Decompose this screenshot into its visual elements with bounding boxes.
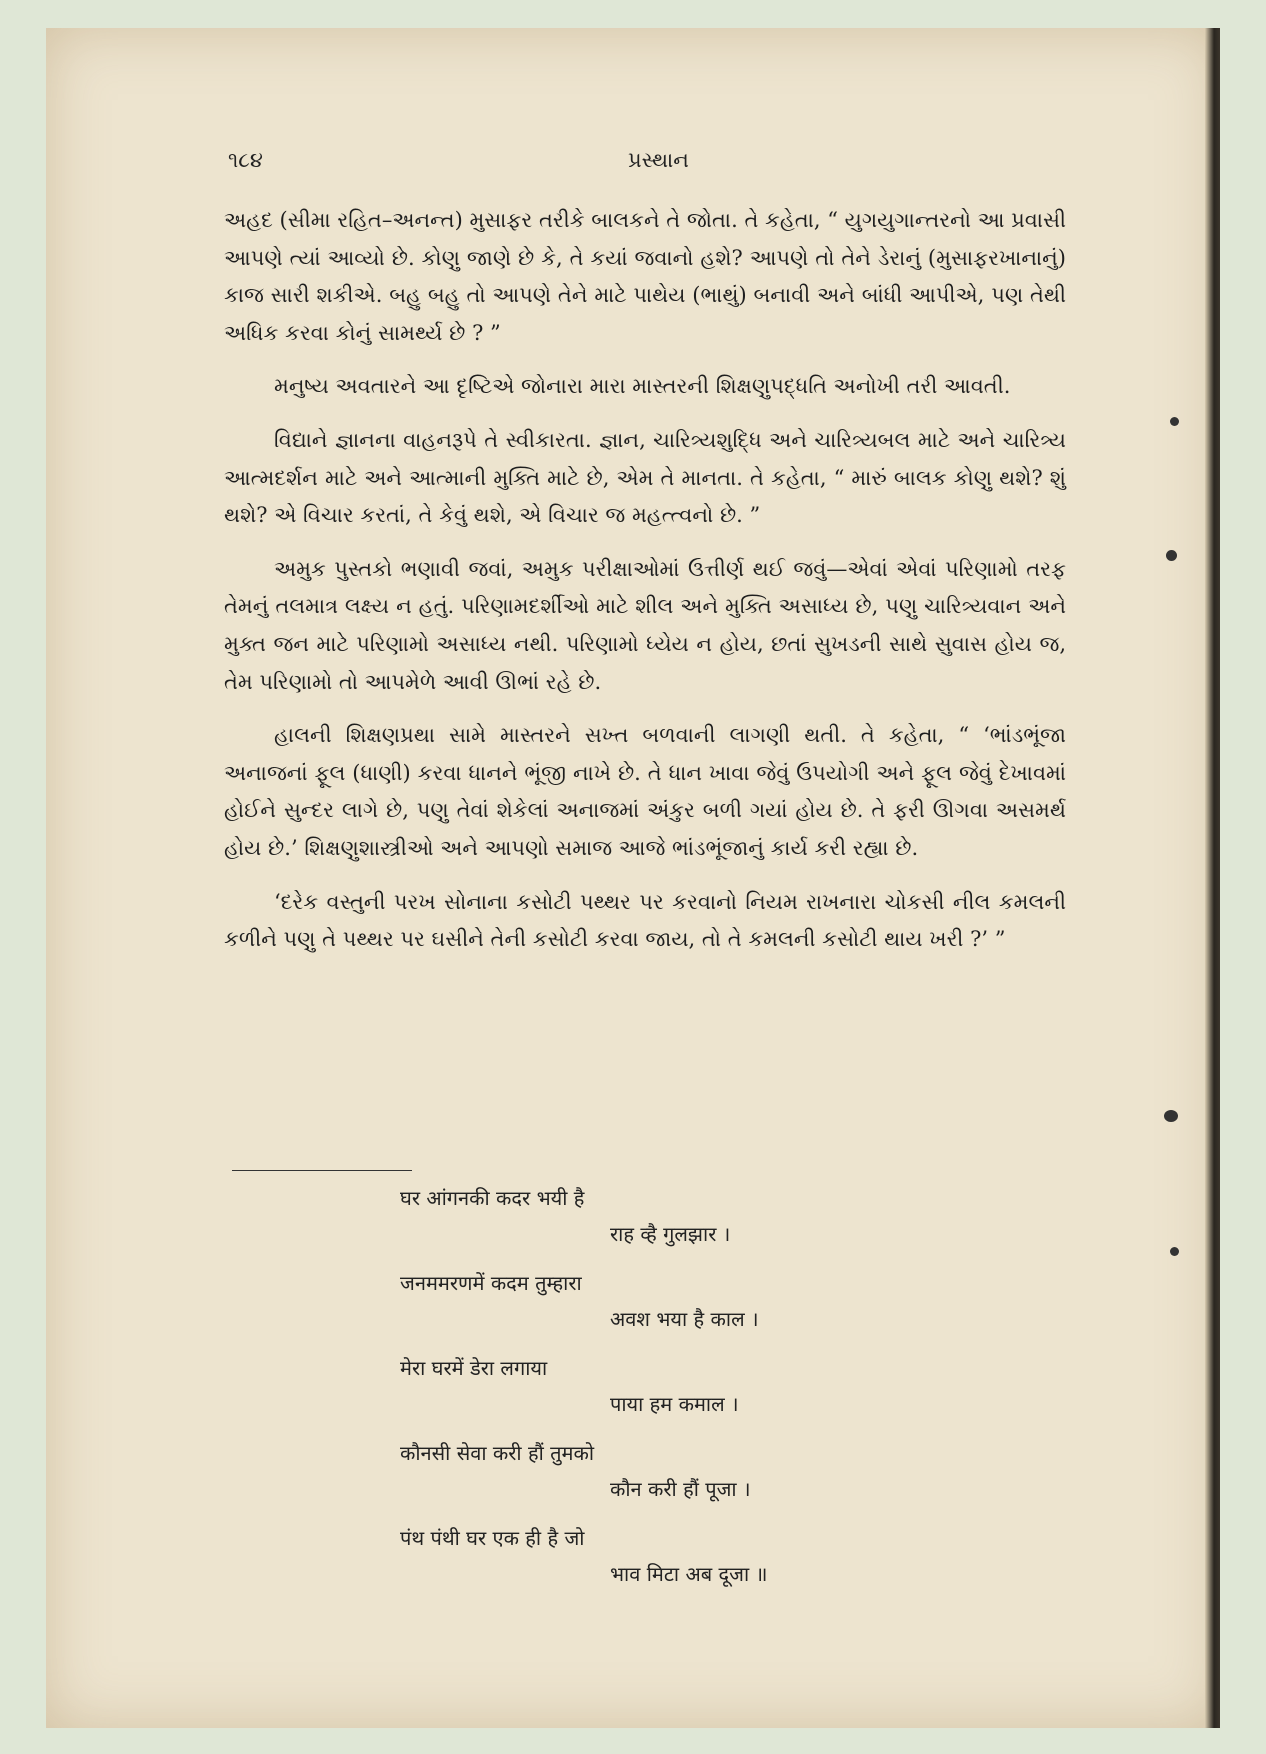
poem-block bbox=[400, 1180, 840, 1605]
paragraph: વિદ્યાને જ્ઞાનના વાહનરૂપે તે સ્વીકારતા. જ્ઞાન, ચારિત્ર્યશુદ્ધિ અને ચારિત્ર્યબલ માટે અને ચારિત્ર્ય આત્મદર્શન માટે અને આત્માની મુક્તિ માટે છે, એમ તે માનતા. તે કહેતા, “ મારું બાલક કોણુ થશે? શું થશે? એ વિચાર કરતાં, તે કેવું થશે, એ વિચાર જ મહત્ત્વનો છે. ” bbox=[224, 427, 1066, 528]
poem-line: मेरा घरमें डेरा लगाया bbox=[400, 1356, 548, 1380]
poem-line: पाया हम कमाल । bbox=[610, 1392, 739, 1416]
page-number: ૧૮૪ bbox=[228, 148, 263, 172]
poem-line: कौन करी हौं पूजा । bbox=[610, 1477, 751, 1501]
poem-line: राह व्है गुलझार । bbox=[610, 1222, 731, 1246]
page-binding-edge bbox=[1205, 28, 1220, 1728]
poem-stanza bbox=[400, 1520, 840, 1592]
paragraph: અમુક પુસ્તકો ભણાવી જવાં, અમુક પરીક્ષાઓમાં ઉત્તીર્ણ થઈ જવું—એવાં એવાં પરિણામો તરફ તેમનું તલમાત્ર લક્ષ્ય ન હતું. પરિણામદર્શીઓ માટે શીલ અને મુક્તિ અસાધ્ય છે, પણુ ચારિત્ર્યવાન અને મુક્ત જન માટે પરિણામો અસાધ્ય નથી. પરિણામો ધ્યેય ન હોય, છતાં સુખડની સાથે સુવાસ હોય જ, તેમ પરિણામો તો આપમેળે આવી ઊભાં રહે છે. bbox=[224, 556, 1066, 694]
poem-stanza bbox=[400, 1350, 840, 1422]
page-body bbox=[224, 202, 1066, 975]
paragraph: ‘દરેક વસ્તુની પરખ સોનાના કસોટી પથ્થર પર કરવાનો નિયમ રાખનારા ચોકસી નીલ કમલની કળીને પણુ તે પથ્થર પર ઘસીને તેની કસોટી કરવા જાય, તો તે કમલની કસોટી થાય ખરી ?’ ” bbox=[224, 889, 1066, 952]
poem-line: घर आंगनकी कदर भयी है bbox=[400, 1186, 585, 1210]
paragraph: હાલની શિક્ષણપ્રથા સામે માસ્તરને સખ્ત બળવાની લાગણી થતી. તે કહેતા, “ ‘ભાંડભૂંજા અનાજનાં ફૂલ (ધાણી) કરવા ધાનને ભૂંજી નાખે છે. તે ધાન ખાવા જેવું ઉપયોગી અને ફૂલ જેવું દેખાવમાં હોઈને સુન્દર લાગે છે, પણુ તેવાં શેકેલાં અનાજમાં અંકુર બળી ગયાં હોય છે. તે ફરી ઊગવા અસમર્થ હોય છે.’ શિક્ષણુશાસ્ત્રીઓ અને આપણો સમાજ આજે ભાંડભૂંજાનું કાર્ય કરી રહ્યા છે. bbox=[224, 723, 1066, 860]
poem-line: जनममरणमें कदम तुम्हारा bbox=[400, 1271, 582, 1295]
running-title: પ્રસ્થાન bbox=[628, 148, 689, 172]
separator-rule bbox=[232, 1170, 412, 1171]
poem-line: भाव मिटा अब दूजा ॥ bbox=[610, 1562, 768, 1586]
binding-hole-mark bbox=[1170, 1247, 1179, 1256]
paragraph: મનુષ્ય અવતારને આ દૃષ્ટિએ જોનારા મારા માસ્તરની શિક્ષણુપદ્ધતિ અનોખી તરી આવતી. bbox=[274, 374, 1011, 399]
poem-stanza bbox=[400, 1435, 840, 1507]
poem-stanza bbox=[400, 1265, 840, 1337]
poem-line: कौनसी सेवा करी हौं तुमको bbox=[400, 1441, 595, 1465]
poem-line: पंथ पंथी घर एक ही है जो bbox=[400, 1526, 585, 1550]
paragraph: અહદ (સીમા રહિત–અનન્ત) મુસાફર તરીકે બાલકને તે જોતા. તે કહેતા, “ યુગયુગાન્તરનો આ પ્રવાસી આપણે ત્યાં આવ્યો છે. કોણુ જાણે છે કે, તે કયાં જવાનો હશે? આપણે તો તેને ડેરાનું (મુસાફરખાનાનું) કાજ સારી શકીએ. બહુ બહુ તો આપણે તેને માટે પાથેય (ભાથું) બનાવી અને બાંધી આપીએ, પણ તેથી અધિક કરવા કોનું સામર્થ્ય છે ? ” bbox=[224, 208, 1066, 345]
binding-hole-mark bbox=[1170, 417, 1179, 426]
binding-hole-mark bbox=[1164, 1110, 1178, 1122]
binding-hole-mark bbox=[1166, 550, 1177, 561]
poem-stanza bbox=[400, 1180, 840, 1252]
poem-line: अवश भया है काल । bbox=[610, 1307, 759, 1331]
